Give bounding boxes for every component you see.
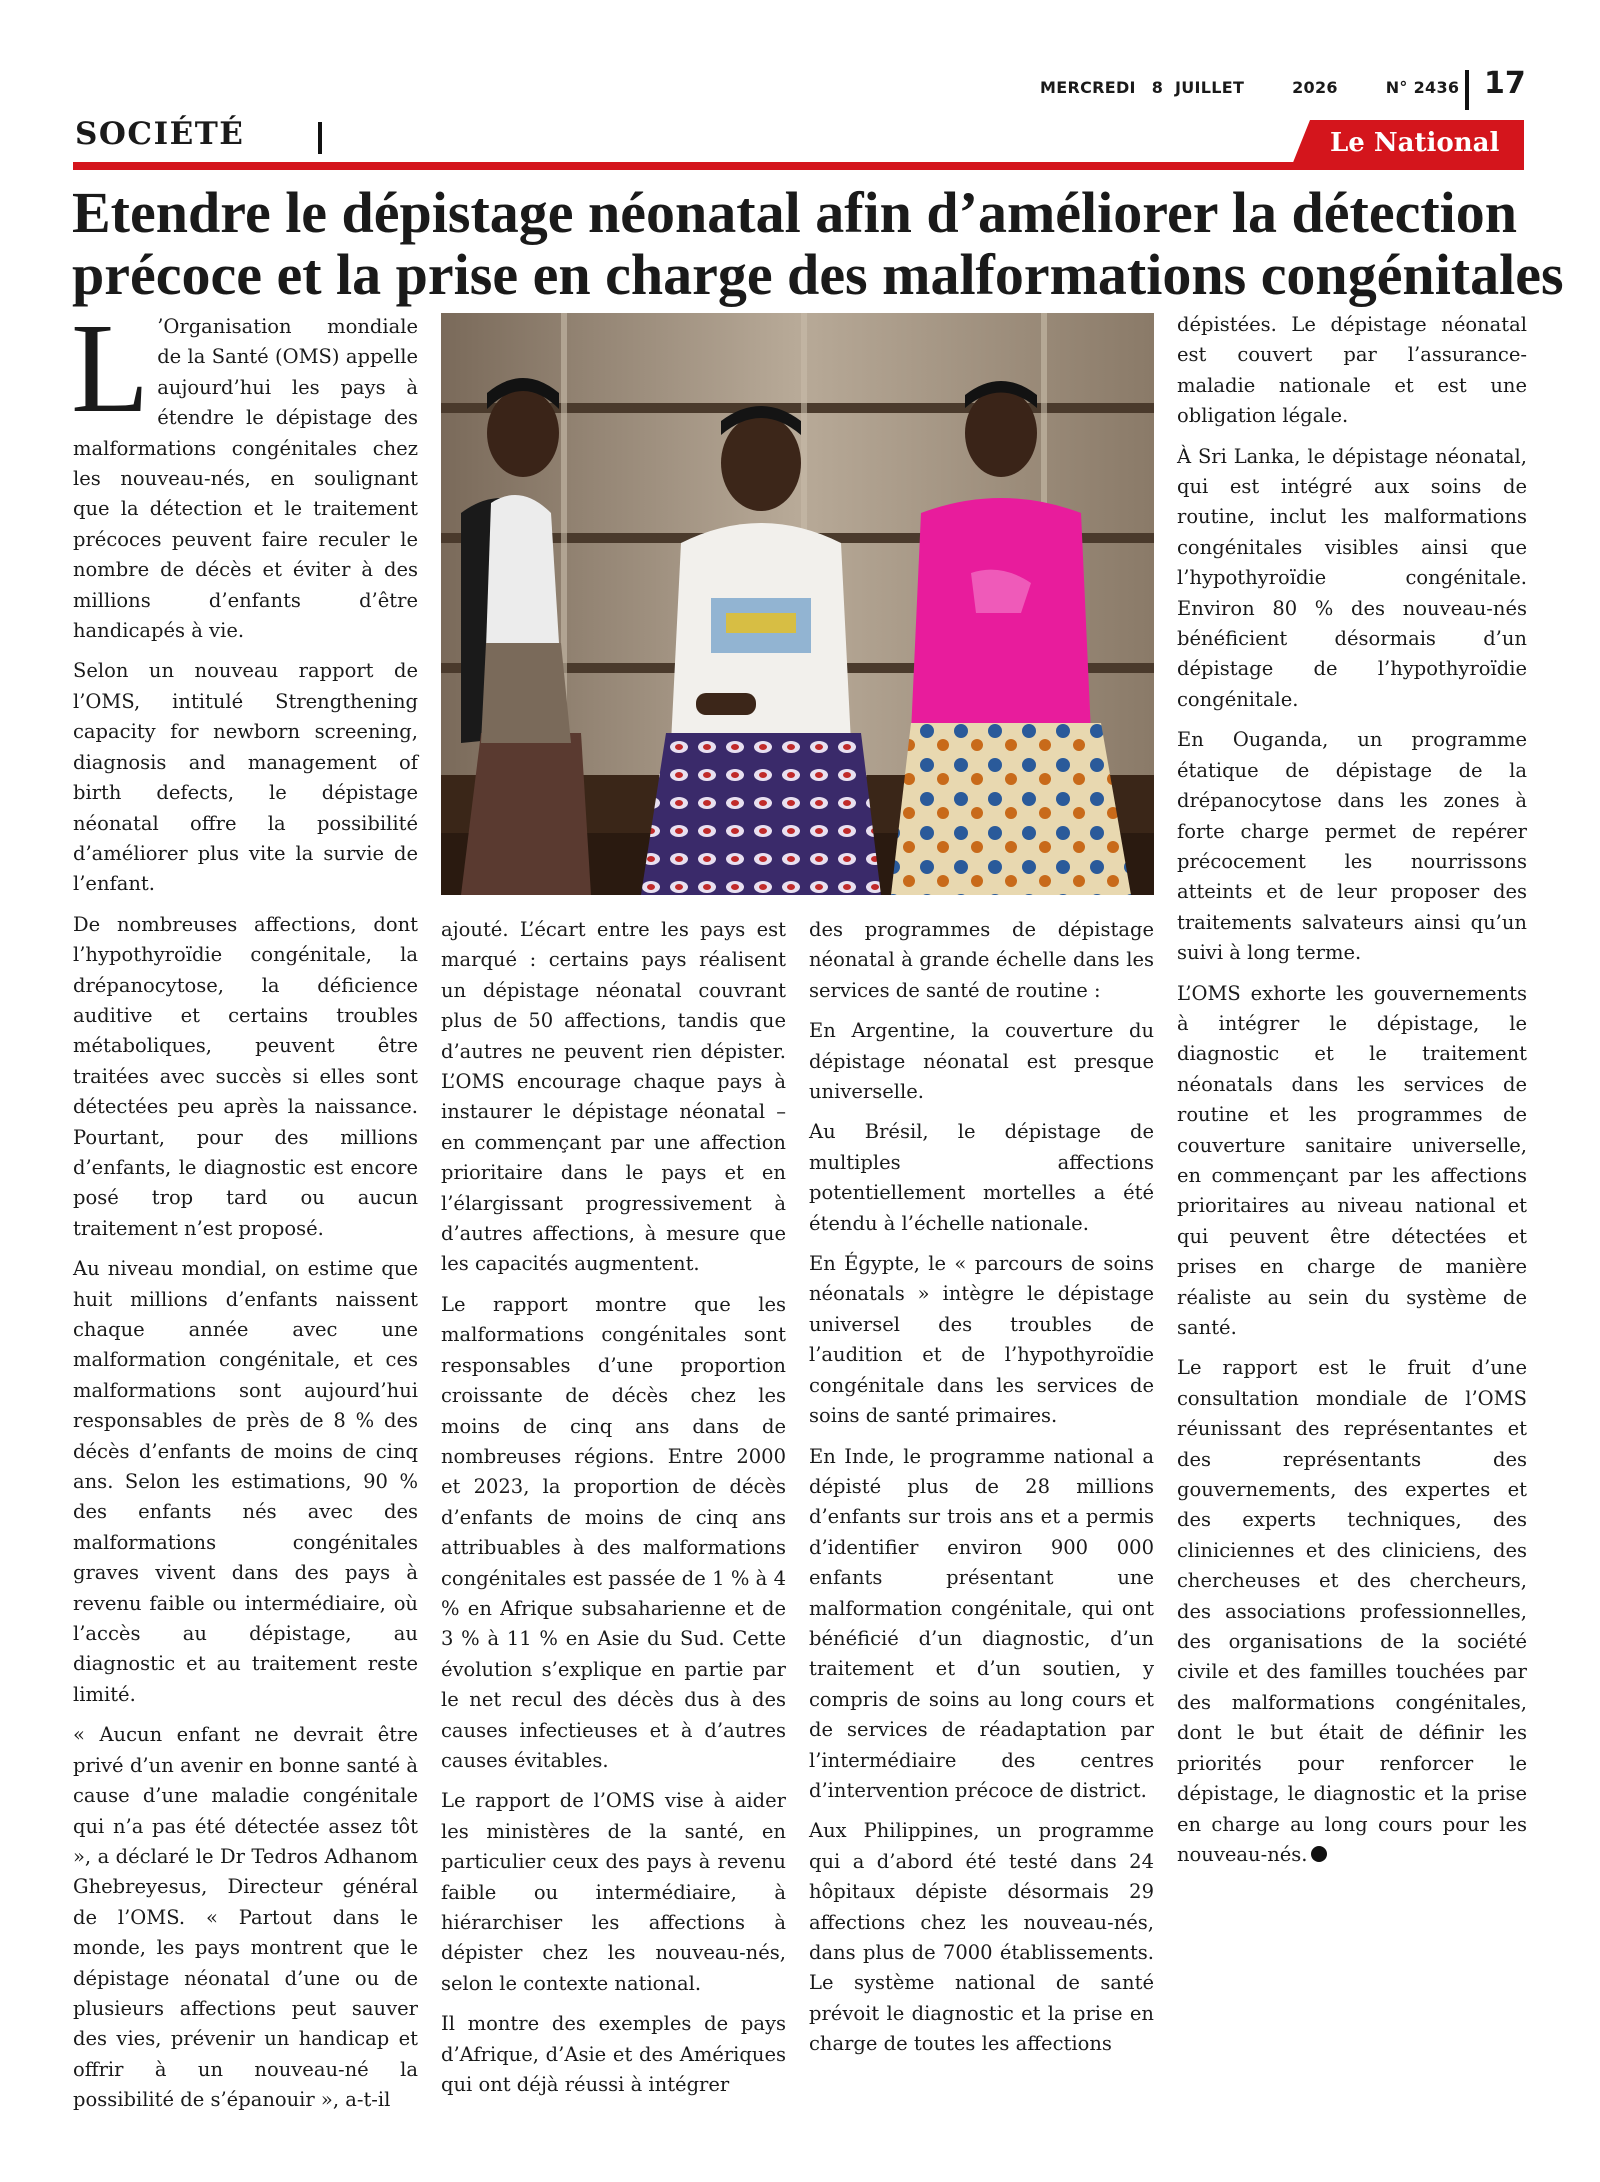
paragraph: « Aucun enfant ne devrait être privé d’un avenir en bonne santé à cause d’une maladie congénitale qui n’a pas été détectée assez tôt », a déclaré le Dr Tedros Adhanom Ghebreyesus, Directeur général de l’OMS. « Partout dans le monde, les pays montrent que le dépistage néonatal d’une ou de plusieurs affections peut sauver des vies, prévenir un handicap et offrir à un nouveau-né la possibilité de s’épanouir », a-t-il xyxy=(73,1723,418,2112)
page-number: 17 xyxy=(1484,66,1526,101)
paragraph: dépistées. Le dépistage néonatal est couvert par l’assurance-maladie nationale et est une obligation légale. xyxy=(1177,313,1527,428)
paragraph: Au niveau mondial, on estime que huit millions d’enfants naissent chaque année avec une malformation congénitale, et ces malformations sont aujourd’hui responsables de près de 8 % des décès d’enfants de moins de cinq ans. Selon les estimations, 90 % des enfants nés avec des malformations congénitales graves vivent dans des pays à revenu faible ou intermédiaire, où l’accès au dépistage, au diagnostic et au traitement reste limité. xyxy=(73,1257,418,1706)
article-column-2 xyxy=(441,915,786,2110)
paragraph: L’OMS exhorte les gouvernements à intégrer le dépistage, le diagnostic et le traitement néonatals dans les services de routine et les programmes de couverture sanitaire universelle, en commençant par les affections prioritaires au niveau national et qui peuvent être détectées et prises en charge de manière réaliste au sein du système de santé. xyxy=(1177,981,1527,1339)
article-photo xyxy=(441,313,1154,895)
paragraph: ajouté. L’écart entre les pays est marqué : certains pays réalisent un dépistage néonatal couvrant plus de 50 affections, tandis que d’autres ne peuvent rien dépister. L’OMS encourage chaque pays à instaurer le dépistage néonatal – en commençant par une affection prioritaire dans le pays et en l’élargissant progressivement à d’autres affections, à mesure que les capacités augmentent. xyxy=(441,918,786,1276)
issue-number: N° 2436 xyxy=(1385,78,1460,97)
paragraph: À Sri Lanka, le dépistage néonatal, qui est intégré aux soins de routine, inclut les malformations congénitales visibles ainsi que l’hypothyroïdie congénitale. Environ 80 % des nouveau-nés bénéficient désormais d’un dépistage de l’hypothyroïdie congénitale. xyxy=(1177,444,1527,711)
paragraph: Il montre des exemples de pays d’Afrique, d’Asie et des Amériques qui ont déjà réussi à intégrer xyxy=(441,2012,786,2097)
headline-line-1: Etendre le dépistage néonatal afin d’améliorer la détection xyxy=(72,180,1518,245)
issue-day: MERCREDI xyxy=(1040,78,1136,97)
article-column-3 xyxy=(809,915,1154,2070)
article-column-4 xyxy=(1177,310,1527,1880)
paragraph: En Égypte, le « parcours de soins néonatals » intègre le dépistage universel des troubles de l’audition et de l’hypothyroïdie congénitale dans les services de soins de santé primaires. xyxy=(809,1252,1154,1428)
section-title: SOCIÉTÉ xyxy=(75,116,245,152)
paragraph: L ’Organisation mondiale de la Santé (OMS) appelle aujourd’hui les pays à étendre le dépistage des malformations congénitales chez les nouveau-nés, en soulignant que la détection et le traitement précoces peuvent faire reculer le nombre de décès et éviter à des millions d’enfants d’être handicapés à vie. xyxy=(71,297,418,643)
paragraph: En Ouganda, un programme étatique de dépistage de la drépanocytose dans les zones à forte charge permet de repérer précocement les nourrissons atteints et de leur proposer des traitements salvateurs ainsi qu’un suivi à long terme. xyxy=(1177,728,1527,965)
issue-year: 2026 xyxy=(1292,78,1338,97)
paragraph: des programmes de dépistage néonatal à grande échelle dans les services de santé de routine : xyxy=(809,918,1154,1002)
paragraph: En Inde, le programme national a dépisté plus de 28 millions d’enfants sur trois ans et a permis d’identifier environ 900 000 enfants présentant une malformation congénitale, qui ont bénéficié d’un diagnostic, d’un traitement et d’un soutien, y compris de soins au long cours et de services de réadaptation par l’intermédiaire des centres d’intervention précoce de district. xyxy=(809,1444,1154,1802)
issue-month: JUILLET xyxy=(1175,78,1245,97)
paragraph: Le rapport est le fruit d’une consultation mondiale de l’OMS réunissant des représentantes et des représentants des gouvernements, des expertes et des experts techniques, des cliniciennes et des cliniciens, des chercheuses et des chercheurs, des associations professionnelles, des organisations de la société civile et des familles touchées par des malformations congénitales, dont le but était de définir les priorités pour renforcer le dépistage, le diagnostic et la prise en charge au long cours pour les nouveau-nés. xyxy=(1177,1356,1527,1866)
section-divider xyxy=(318,122,322,154)
article-headline xyxy=(72,180,1564,307)
issue-date-line xyxy=(1040,78,1459,97)
publication-name: Le National xyxy=(1330,128,1500,158)
issue-date-number: 8 xyxy=(1151,78,1164,97)
header-divider xyxy=(1465,70,1469,110)
paragraph: Le rapport de l’OMS vise à aider les ministères de la santé, en particulier ceux des pays à revenu faible ou intermédiaire, à hiérarchiser les affections à dépister chez les nouveau-nés, selon le contexte national. xyxy=(441,1789,786,1995)
paragraph: Au Brésil, le dépistage de multiples affections potentiellement mortelles a été étendu à l’échelle nationale. xyxy=(809,1120,1154,1235)
paragraph: En Argentine, la couverture du dépistage néonatal est presque universelle. xyxy=(809,1019,1154,1104)
headline-line-2: précoce et la prise en charge des malformations congénitales xyxy=(72,242,1564,307)
photo-illustration xyxy=(441,313,1154,895)
paragraph: Selon un nouveau rapport de l’OMS, intitulé Strengthening capacity for newborn screening, diagnosis and management of birth defects, le dépistage néonatal offre la possibilité d’améliorer plus vite la survie de l’enfant. xyxy=(73,659,418,896)
paragraph: Le rapport montre que les malformations congénitales sont responsables d’une proportion croissante de décès chez les moins de cinq ans dans de nombreuses régions. Entre 2000 et 2023, la proportion de décès d’enfants de moins de cinq ans attribuables à des malformations congénitales est passée de 1 % à 4 % en Afrique subsaharienne et de 3 % à 11 % en Asie du Sud. Cette évolution s’explique en partie par le net recul des décès dus à des causes infectieuses et à d’autres causes évitables. xyxy=(441,1292,786,1772)
paragraph: Aux Philippines, un programme qui a d’abord été testé dans 24 hôpitaux dépiste désormais 29 affections chez les nouveau-nés, dans plus de 7000 établissements. Le système national de santé prévoit le diagnostic et la prise en charge de toutes les affections xyxy=(809,1819,1154,2056)
paragraph: De nombreuses affections, dont l’hypothyroïdie congénitale, la drépanocytose, la déficience auditive et certains troubles métaboliques, peuvent être traitées avec succès si elles sont détectées peu après la naissance. Pourtant, pour des millions d’enfants, le diagnostic est encore posé trop tard ou aucun traitement n’est proposé. xyxy=(73,912,418,1240)
drop-cap: L xyxy=(71,297,150,439)
article-column-1 xyxy=(71,297,418,2126)
end-of-article-icon xyxy=(1311,1846,1327,1862)
